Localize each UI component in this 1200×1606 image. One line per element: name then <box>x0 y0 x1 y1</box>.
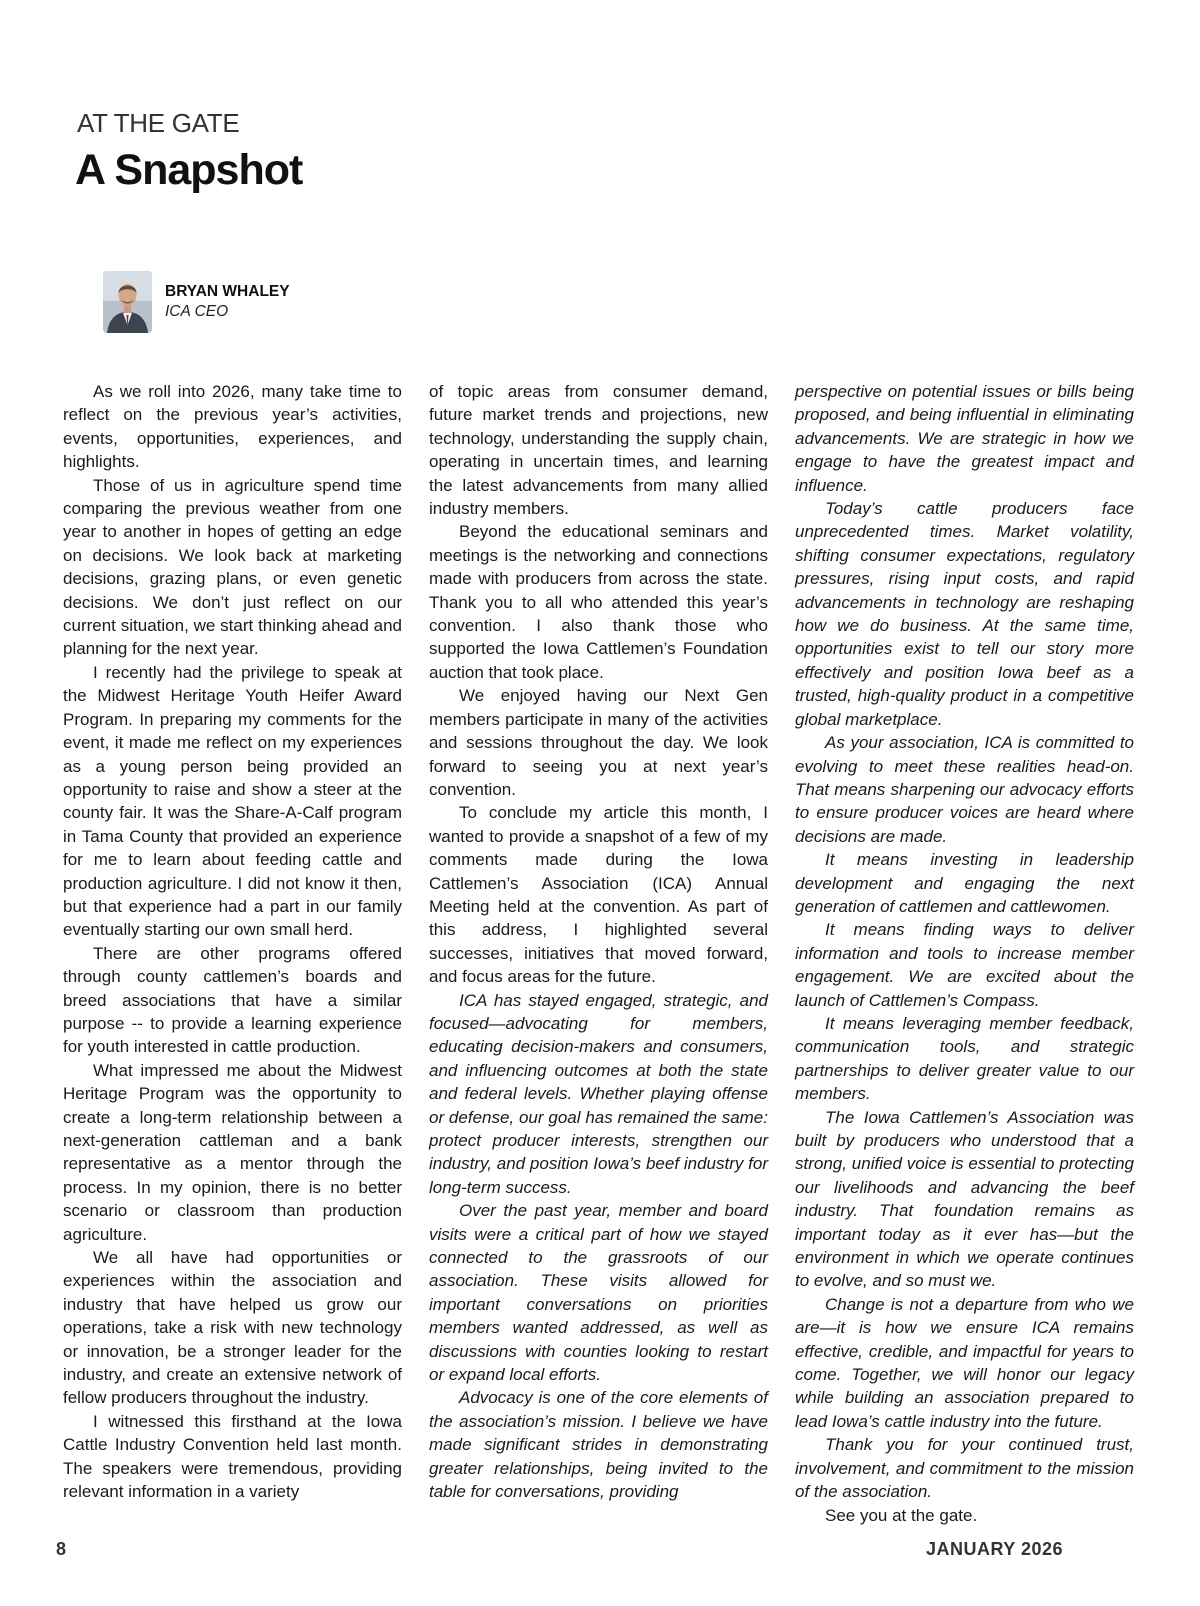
paragraph-italic: ICA has stayed engaged, strategic, and focused—advocating for members, educating decision-makers and consumers, and influencing outcomes at both the state and federal levels. Whether playing offense or defense, our goal has remained the same: protect producer interests, strengthen our industry, and position Iowa’s beef industry for long-term success. <box>429 990 768 1197</box>
column-3 <box>795 380 1134 1527</box>
paragraph: We all have had opportunities or experiences within the association and industry that have helped us grow our operations, take a risk with new technology or innovation, be a stronger leader for the industry, and create an extensive network of fellow producers throughout the industry. <box>63 1248 402 1408</box>
section-kicker: AT THE GATE <box>77 108 240 138</box>
paragraph-italic: It means investing in leadership development and engaging the next generation of cattlemen and cattlewomen. <box>795 850 1134 916</box>
author-photo <box>103 271 152 333</box>
paragraph-italic: The Iowa Cattlemen’s Association was built by producers who understood that a strong, unified voice is essential to protecting our livelihoods and advancing the beef industry. That foundation remains as important today as it ever has—but the environment in which we operate continues to evolve, and so must we. <box>795 1107 1134 1291</box>
paragraph: What impressed me about the Midwest Heritage Program was the opportunity to create a long-term relationship between a next-generation cattleman and a bank representative as a mentor through the process. In my opinion, there is no better scenario or classroom than production agriculture. <box>63 1060 402 1244</box>
paragraph: Beyond the educational seminars and meetings is the networking and connections made with producers from across the state. Thank you to all who attended this year’s convention. I also thank those who supported the Iowa Cattlemen’s Foundation auction that took place. <box>429 522 768 682</box>
paragraph-continued: perspective on potential issues or bills being proposed, and being influential in eliminating advancements. We are strategic in how we engage to have the greatest impact and influence. <box>795 382 1134 495</box>
closing-line: See you at the gate. <box>825 1505 978 1525</box>
paragraph-italic: It means finding ways to deliver information and tools to increase member engagement. We are excited about the launch of Cattlemen’s Compass. <box>795 920 1134 1010</box>
column-1 <box>63 380 402 1504</box>
author-byline <box>103 271 290 333</box>
page-number: 8 <box>56 1539 67 1559</box>
paragraph-continued: of topic areas from consumer demand, future market trends and projections, new technology, understanding the supply chain, operating in uncertain times, and learning the latest advancements from many allied industry members. <box>429 382 768 519</box>
article-title: A Snapshot <box>75 146 303 194</box>
paragraph-italic: Advocacy is one of the core elements of the association’s mission. I believe we have made significant strides in demonstrating greater relationships, being invited to the table for conversations, providing <box>429 1388 768 1502</box>
column-2 <box>429 380 768 1504</box>
paragraph: We enjoyed having our Next Gen members participate in many of the activities and sessions throughout the day. We look forward to seeing you at next year’s convention. <box>429 686 768 799</box>
paragraph-italic: Change is not a departure from who we are—it is how we ensure ICA remains effective, credible, and impactful for years to come. Together, we will honor our legacy while building an association prepared to lead Iowa’s cattle industry into the future. <box>795 1294 1134 1431</box>
paragraph-italic: Thank you for your continued trust, involvement, and commitment to the mission of the association. <box>795 1435 1134 1502</box>
issue-date: JANUARY 2026 <box>925 1539 1063 1559</box>
paragraph-italic: Today’s cattle producers face unprecedented times. Market volatility, shifting consumer expectations, regulatory pressures, rising input costs, and rapid advancements in technology are reshaping how we do business. At the same time, opportunities exist to tell our story more effectively and position Iowa beef as a trusted, high-quality product in a competitive global marketplace. <box>795 499 1134 729</box>
paragraph: I recently had the privilege to speak at the Midwest Heritage Youth Heifer Award Program. In preparing my comments for the event, it made me reflect on my experiences as a young person being provided an opportunity to raise and show a steer at the county fair. It was the Share-A-Calf program in Tama County that provided an experience for me to learn about feeding cattle and production agriculture. I did not know it then, but that experience had a part in our family eventually starting our own small herd. <box>63 662 402 940</box>
paragraph: I witnessed this firsthand at the Iowa Cattle Industry Convention held last month. The speakers were tremendous, providing relevant information in a variety <box>63 1411 402 1502</box>
paragraph: To conclude my article this month, I wanted to provide a snapshot of a few of my comments made during the Iowa Cattlemen’s Association (ICA) Annual Meeting held at the convention. As part of this address, I highlighted several successes, initiatives that moved forward, and focus areas for the future. <box>429 803 768 987</box>
author-role: ICA CEO <box>165 303 229 320</box>
author-name: BRYAN WHALEY <box>165 283 290 300</box>
paragraph-italic: Over the past year, member and board visits were a critical part of how we stayed connected to the grassroots of our association. These visits allowed for important conversations on priorities members wanted addressed, as well as discussions with counties looking to restart or expand local efforts. <box>429 1201 768 1385</box>
paragraph: As we roll into 2026, many take time to reflect on the previous year’s activities, events, opportunities, experiences, and highlights. <box>63 382 402 472</box>
paragraph: Those of us in agriculture spend time comparing the previous weather from one year to another in hopes of getting an edge on decisions. We look back at marketing decisions, grazing plans, or even genetic decisions. We don’t just reflect on our current situation, we start thinking ahead and planning for the next year. <box>63 475 402 659</box>
paragraph: There are other programs offered through county cattlemen’s boards and breed associations that have a similar purpose -- to provide a learning experience for youth interested in cattle production. <box>63 943 402 1057</box>
paragraph-italic: As your association, ICA is committed to evolving to meet these realities head-on. That means sharpening our advocacy efforts to ensure producer voices are heard where decisions are made. <box>795 733 1134 846</box>
paragraph-italic: It means leveraging member feedback, communication tools, and strategic partnerships to deliver greater value to our members. <box>795 1013 1134 1104</box>
author-portrait-icon <box>103 271 152 333</box>
